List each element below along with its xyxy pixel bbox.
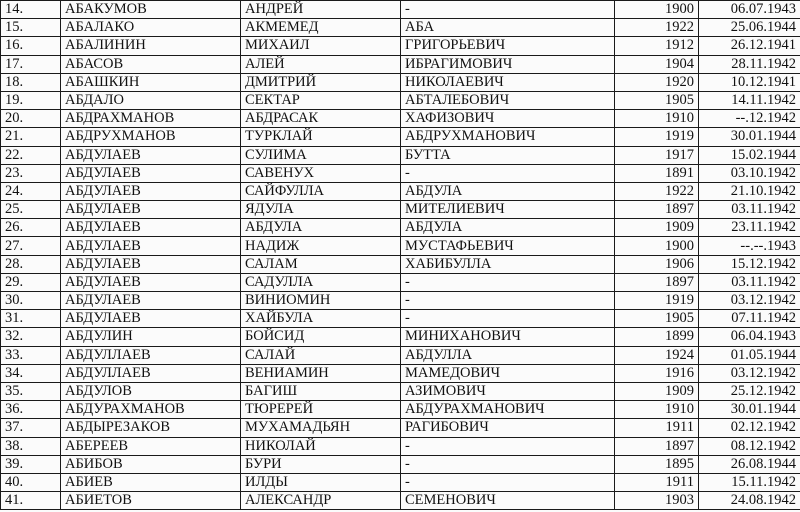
birth-year-cell: 1920 [615,73,699,91]
patronymic-cell: АБДУРАХМАНОВИЧ [401,401,615,419]
patronymic-cell: МУСТАФЬЕВИЧ [401,237,615,255]
surname-cell: АБАКУМОВ [61,1,241,19]
surname-cell: АБИЕВ [61,473,241,491]
table-row [1,364,800,382]
surname-cell: АБДЫРЕЗАКОВ [61,419,241,437]
date-cell: 30.01.1944 [699,128,800,146]
table-row [1,164,800,182]
patronymic-cell: МИТЕЛИЕВИЧ [401,201,615,219]
birth-year-cell: 1919 [615,128,699,146]
first-name-cell: САВЕНУХ [241,164,401,182]
birth-year-cell: 1906 [615,255,699,273]
birth-year-cell: 1903 [615,492,699,510]
first-name-cell: НИКОЛАЙ [241,437,401,455]
table-row [1,55,800,73]
row-number: 29. [1,273,61,291]
row-number: 25. [1,201,61,219]
patronymic-cell: БУТТА [401,146,615,164]
birth-year-cell: 1897 [615,437,699,455]
date-cell: --.--.1943 [699,237,800,255]
date-cell: 28.11.1942 [699,55,800,73]
first-name-cell: ВИНИОМИН [241,292,401,310]
first-name-cell: АЛЕЙ [241,55,401,73]
patronymic-cell: РАГИБОВИЧ [401,419,615,437]
first-name-cell: БОЙСИД [241,328,401,346]
row-number: 35. [1,382,61,400]
birth-year-cell: 1897 [615,201,699,219]
row-number: 22. [1,146,61,164]
patronymic-cell: - [401,292,615,310]
birth-year-cell: 1899 [615,328,699,346]
table-row [1,255,800,273]
table-row [1,419,800,437]
patronymic-cell: МАМЕДОВИЧ [401,364,615,382]
patronymic-cell: НИКОЛАЕВИЧ [401,73,615,91]
surname-cell: АБАСОВ [61,55,241,73]
date-cell: 03.11.1942 [699,273,800,291]
patronymic-cell: - [401,273,615,291]
first-name-cell: АКМЕМЕД [241,19,401,37]
surname-cell: АБДРУХМАНОВ [61,128,241,146]
patronymic-cell: АБТАЛЕБОВИЧ [401,91,615,109]
patronymic-cell: - [401,310,615,328]
table-row [1,237,800,255]
birth-year-cell: 1912 [615,37,699,55]
birth-year-cell: 1909 [615,219,699,237]
birth-year-cell: 1905 [615,310,699,328]
row-number: 19. [1,91,61,109]
surname-cell: АБДУЛЛАЕВ [61,346,241,364]
table-row [1,110,800,128]
surname-cell: АБИБОВ [61,455,241,473]
row-number: 32. [1,328,61,346]
table-row [1,273,800,291]
date-cell: --.12.1942 [699,110,800,128]
birth-year-cell: 1924 [615,346,699,364]
birth-year-cell: 1900 [615,237,699,255]
patronymic-cell: - [401,164,615,182]
date-cell: 08.12.1942 [699,437,800,455]
row-number: 34. [1,364,61,382]
row-number: 16. [1,37,61,55]
date-cell: 15.11.1942 [699,473,800,491]
date-cell: 15.12.1942 [699,255,800,273]
row-number: 36. [1,401,61,419]
table-row [1,292,800,310]
birth-year-cell: 1916 [615,364,699,382]
first-name-cell: ВЕНИАМИН [241,364,401,382]
birth-year-cell: 1919 [615,292,699,310]
birth-year-cell: 1891 [615,164,699,182]
surname-cell: АБДУЛАЕВ [61,182,241,200]
table-row [1,455,800,473]
date-cell: 06.07.1943 [699,1,800,19]
date-cell: 07.11.1942 [699,310,800,328]
birth-year-cell: 1922 [615,182,699,200]
date-cell: 01.05.1944 [699,346,800,364]
table-row [1,492,800,510]
first-name-cell: ДМИТРИЙ [241,73,401,91]
table-row [1,346,800,364]
row-number: 38. [1,437,61,455]
surname-cell: АБАШКИН [61,73,241,91]
surname-cell: АБДУЛАЕВ [61,292,241,310]
row-number: 30. [1,292,61,310]
row-number: 18. [1,73,61,91]
first-name-cell: БАГИШ [241,382,401,400]
date-cell: 03.12.1942 [699,364,800,382]
date-cell: 26.12.1941 [699,37,800,55]
patronymic-cell: - [401,455,615,473]
birth-year-cell: 1909 [615,382,699,400]
table-row [1,128,800,146]
table-row [1,182,800,200]
row-number: 14. [1,1,61,19]
table-row [1,382,800,400]
row-number: 31. [1,310,61,328]
first-name-cell: СУЛИМА [241,146,401,164]
birth-year-cell: 1917 [615,146,699,164]
date-cell: 03.11.1942 [699,201,800,219]
surname-cell: АБДУЛАЕВ [61,201,241,219]
surname-cell: АБДУЛАЕВ [61,310,241,328]
first-name-cell: СЕКТАР [241,91,401,109]
table-row [1,1,800,19]
surname-cell: АБДУЛЛАЕВ [61,364,241,382]
row-number: 21. [1,128,61,146]
table-row [1,219,800,237]
first-name-cell: БУРИ [241,455,401,473]
date-cell: 26.08.1944 [699,455,800,473]
first-name-cell: ИЛДЫ [241,473,401,491]
first-name-cell: САЛАМ [241,255,401,273]
patronymic-cell: - [401,1,615,19]
row-number: 27. [1,237,61,255]
surname-cell: АБДУЛАЕВ [61,164,241,182]
surname-cell: АБДРАХМАНОВ [61,110,241,128]
date-cell: 06.04.1943 [699,328,800,346]
first-name-cell: АБДРАСАК [241,110,401,128]
first-name-cell: ЯДУЛА [241,201,401,219]
patronymic-cell: АБДУЛА [401,182,615,200]
table-body [1,1,800,510]
table-row [1,328,800,346]
patronymic-cell: АБДРУХМАНОВИЧ [401,128,615,146]
date-cell: 03.12.1942 [699,292,800,310]
surname-cell: АБДУЛОВ [61,382,241,400]
row-number: 37. [1,419,61,437]
surname-cell: АБДУЛАЕВ [61,255,241,273]
birth-year-cell: 1897 [615,273,699,291]
row-number: 40. [1,473,61,491]
date-cell: 30.01.1944 [699,401,800,419]
birth-year-cell: 1910 [615,401,699,419]
date-cell: 03.10.1942 [699,164,800,182]
birth-year-cell: 1900 [615,1,699,19]
table-row [1,437,800,455]
patronymic-cell: ХАФИЗОВИЧ [401,110,615,128]
patronymic-cell: ХАБИБУЛЛА [401,255,615,273]
table-row [1,201,800,219]
first-name-cell: АНДРЕЙ [241,1,401,19]
birth-year-cell: 1911 [615,419,699,437]
date-cell: 15.02.1944 [699,146,800,164]
row-number: 24. [1,182,61,200]
birth-year-cell: 1904 [615,55,699,73]
birth-year-cell: 1895 [615,455,699,473]
first-name-cell: АЛЕКСАНДР [241,492,401,510]
row-number: 15. [1,19,61,37]
birth-year-cell: 1922 [615,19,699,37]
date-cell: 02.12.1942 [699,419,800,437]
patronymic-cell: ИБРАГИМОВИЧ [401,55,615,73]
table-row [1,19,800,37]
birth-year-cell: 1905 [615,91,699,109]
row-number: 17. [1,55,61,73]
table-row [1,146,800,164]
first-name-cell: САДУЛЛА [241,273,401,291]
patronymic-cell: ГРИГОРЬЕВИЧ [401,37,615,55]
row-number: 28. [1,255,61,273]
surname-cell: АБАЛАКО [61,19,241,37]
patronymic-cell: - [401,473,615,491]
row-number: 26. [1,219,61,237]
birth-year-cell: 1911 [615,473,699,491]
surname-cell: АБАЛИНИН [61,37,241,55]
first-name-cell: НАДИЖ [241,237,401,255]
table-row [1,37,800,55]
patronymic-cell: СЕМЕНОВИЧ [401,492,615,510]
first-name-cell: МУХАМАДЬЯН [241,419,401,437]
surname-cell: АБДУЛАЕВ [61,146,241,164]
first-name-cell: САЛАЙ [241,346,401,364]
date-cell: 10.12.1941 [699,73,800,91]
patronymic-cell: АБДУЛА [401,219,615,237]
table-row [1,310,800,328]
row-number: 39. [1,455,61,473]
table-row [1,401,800,419]
surname-cell: АБЕРЕЕВ [61,437,241,455]
first-name-cell: ТЮРЕРЕЙ [241,401,401,419]
row-number: 33. [1,346,61,364]
date-cell: 25.06.1944 [699,19,800,37]
birth-year-cell: 1910 [615,110,699,128]
table-row [1,73,800,91]
date-cell: 24.08.1942 [699,492,800,510]
table-row [1,473,800,491]
patronymic-cell: - [401,437,615,455]
first-name-cell: МИХАИЛ [241,37,401,55]
surname-cell: АБДУРАХМАНОВ [61,401,241,419]
surname-cell: АБДАЛО [61,91,241,109]
patronymic-cell: АБДУЛЛА [401,346,615,364]
table-row [1,91,800,109]
patronymic-cell: АБА [401,19,615,37]
surname-cell: АБДУЛАЕВ [61,219,241,237]
row-number: 41. [1,492,61,510]
patronymic-cell: МИНИХАНОВИЧ [401,328,615,346]
row-number: 23. [1,164,61,182]
first-name-cell: САЙФУЛЛА [241,182,401,200]
first-name-cell: АБДУЛА [241,219,401,237]
patronymic-cell: АЗИМОВИЧ [401,382,615,400]
first-name-cell: ТУРКЛАЙ [241,128,401,146]
first-name-cell: ХАЙБУЛА [241,310,401,328]
surname-cell: АБИЕТОВ [61,492,241,510]
date-cell: 14.11.1942 [699,91,800,109]
date-cell: 25.12.1942 [699,382,800,400]
surname-cell: АБДУЛАЕВ [61,273,241,291]
date-cell: 23.11.1942 [699,219,800,237]
surname-cell: АБДУЛАЕВ [61,237,241,255]
date-cell: 21.10.1942 [699,182,800,200]
surname-cell: АБДУЛИН [61,328,241,346]
row-number: 20. [1,110,61,128]
